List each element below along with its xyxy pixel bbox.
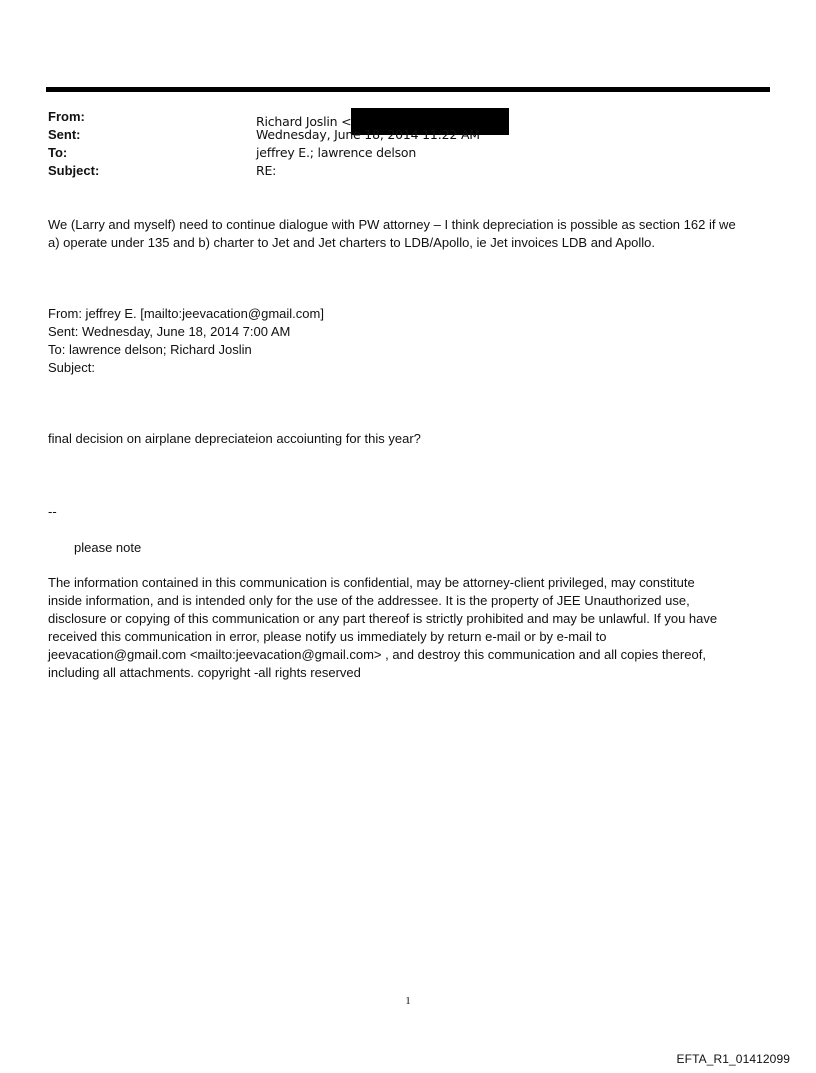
from-row xyxy=(48,108,768,129)
to-value: jeffrey E.; lawrence delson xyxy=(256,145,417,160)
sent-row xyxy=(48,126,768,144)
email-header xyxy=(48,108,768,180)
header-divider xyxy=(46,87,770,92)
confidentiality-disclaimer xyxy=(48,574,770,682)
disclaimer-line: received this communication in error, please notify us immediately by return e-mail or by e-mail to xyxy=(48,629,607,644)
sent-value: Wednesday, June 18, 2014 11:22 AM xyxy=(256,127,480,142)
to-row xyxy=(48,144,768,162)
please-note-text: please note xyxy=(74,540,142,555)
disclaimer-line: disclosure or copying of this communication or any part thereof is strictly prohibited and may be unlawful. If you have xyxy=(48,611,718,626)
to-label: To: xyxy=(48,145,68,160)
quoted-to-line: To: lawrence delson; Richard Joslin xyxy=(48,342,252,357)
subject-value: RE: xyxy=(256,163,277,178)
from-label: From: xyxy=(48,109,85,124)
disclaimer-line: jeevacation@gmail.com <mailto:jeevacation@gmail.com> , and destroy this communication and all copies thereof, xyxy=(48,647,706,662)
please-note xyxy=(74,539,796,557)
message-body xyxy=(48,216,770,252)
question-line: final decision on airplane depreciateion accoiunting for this year? xyxy=(48,431,421,446)
sent-label: Sent: xyxy=(48,127,81,142)
quoted-from-line: From: jeffrey E. [mailto:jeevacation@gmail.com] xyxy=(48,306,324,321)
quoted-sent-line: Sent: Wednesday, June 18, 2014 7:00 AM xyxy=(48,324,291,339)
disclaimer-line: The information contained in this communication is confidential, may be attorney-client privileged, may constitute xyxy=(48,575,695,590)
from-sender-name: Richard Joslin < xyxy=(256,114,352,129)
body-line: a) operate under 135 and b) charter to Jet and Jet charters to LDB/Apollo, ie Jet invoices LDB and Apollo. xyxy=(48,235,656,250)
disclaimer-line: including all attachments. copyright -all rights reserved xyxy=(48,665,361,680)
signature-dash: -- xyxy=(48,504,57,519)
quoted-message-body xyxy=(48,430,770,448)
signature-separator xyxy=(48,503,770,521)
subject-label: Subject: xyxy=(48,163,100,178)
quoted-email-header xyxy=(48,305,770,377)
document-id: EFTA_R1_01412099 xyxy=(676,1052,790,1066)
disclaimer-line: inside information, and is intended only for the use of the addressee. It is the property of JEE Unauthorized use, xyxy=(48,593,690,608)
page-number: 1 xyxy=(405,995,411,1007)
quoted-subject-line: Subject: xyxy=(48,360,95,375)
body-line: We (Larry and myself) need to continue dialogue with PW attorney – I think depreciation is possible as section 162 if we xyxy=(48,217,736,232)
subject-row xyxy=(48,162,768,180)
